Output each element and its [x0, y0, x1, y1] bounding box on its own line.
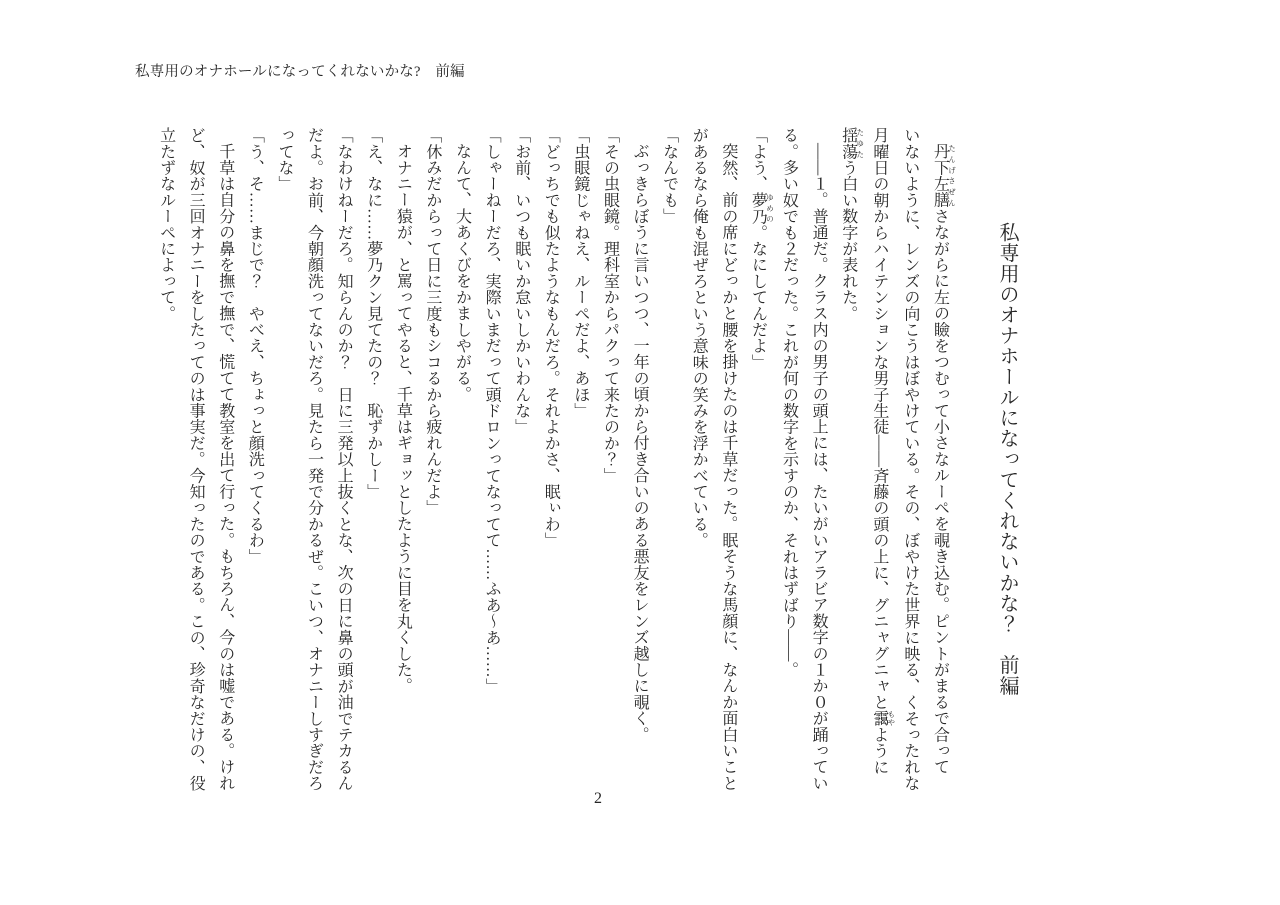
text-line: があるなら俺も混ぜろという意味の笑みを浮かべている。	[690, 127, 708, 549]
text-line: 「しゃーねーだろ、実際いまだって頭ドロンってなってて……ふあ〜あ……」	[483, 127, 501, 694]
text-line: オナニー猿が、と罵ってやると、千草はギョッとしたように目を丸くした。	[394, 143, 412, 694]
text-line: ――１。普通だ。クラス内の男子の頭上には、たいがいアラビア数字の１か０が踊ってい	[810, 143, 828, 791]
text-line: 揺蕩 たゆたう白い数字が表れた。	[839, 127, 865, 322]
page-number: 2	[594, 790, 602, 807]
text-line: る。多い奴でも２だった。これが何の数字を示すのか、それはずばり――。	[780, 127, 798, 678]
text-line: 丹下左膳 たんげさぜんさながらに左の瞼をつむって小さなルーペを覗き込む。ピントがまるで合って	[931, 143, 957, 775]
furigana-ruby: 靄 もや	[870, 710, 896, 727]
story-body-text	[151, 127, 956, 803]
text-line: だよ。お前、今朝顔洗ってないだろ。見たら一発で分かるぜ。こいつ、オナニーしすぎだろ	[305, 127, 323, 792]
text-line: いないように、レンズの向こうはぼやけている。その、ぼやけた世界に映る、くそったれな	[901, 127, 919, 792]
text-line: 「休みだからって日に三度もシコるから疲れんだよ」	[423, 127, 441, 516]
text-line: 突然、前の席にどっかと腰を掛けたのは千草だった。眠そうな馬顔に、なんか面白いこと	[719, 143, 737, 791]
text-line: 千草は自分の鼻を撫で撫で、慌てて教室を出て行った。もちろん、今のは嘘である。けれ	[216, 143, 234, 791]
text-line: ど、奴が三回オナニーをしたってのは事実だ。今知ったのである。この、珍奇なだけの、役	[187, 127, 205, 792]
text-line: 「う、そ……まじで？ やべえ、ちょっと顔洗ってくるわ」	[246, 127, 264, 565]
running-header-title: 私専用のオナホールになってくれないかな? 前編	[135, 64, 465, 80]
text-line: 「お前、いつも眠いか怠いしかいわんな」	[512, 127, 530, 435]
text-line: ぶっきらぼうに言いつつ、一年の頃から付き合いのある悪友をレンズ越しに覗く。	[631, 143, 649, 743]
story-title-vertical: 私専用のオナホールになってくれないかな？ 前編	[996, 222, 1018, 696]
text-line: 「よう、夢乃 ゆめの。なにしてんだよ」	[749, 127, 775, 371]
text-line: 「え、なに……夢乃クン見てたの？ 恥ずかしー」	[364, 127, 382, 500]
text-line: 「その虫眼鏡。理科室からパクって来たのか？」	[601, 127, 619, 484]
text-line: 「なんでも」	[660, 127, 678, 225]
furigana-ruby: 揺蕩 たゆた	[839, 127, 865, 160]
text-line: 「なわけねーだろ。知らんのか？ 日に三発以上抜くとな、次の日に鼻の頭が油でテカるん	[335, 127, 353, 792]
text-line: なんて、大あくびをかましやがる。	[453, 143, 471, 403]
text-line: 月曜日の朝からハイテンションな男子生徒――斉藤の頭の上に、グニャグニャと靄 もやように	[870, 127, 896, 776]
text-line: 「どっちでも似たようなもんだろ。それよかさ、眠ぃわ」	[542, 127, 560, 549]
text-line: ってな」	[275, 127, 293, 192]
furigana-ruby: 夢乃 ゆめの	[749, 191, 775, 225]
furigana-ruby: 丹下左膳 たんげさぜん	[931, 143, 957, 208]
text-line: 「虫眼鏡じゃねえ、ルーペだよ、あほ」	[571, 127, 589, 419]
text-line: 立たずなルーペによって。	[157, 127, 175, 322]
